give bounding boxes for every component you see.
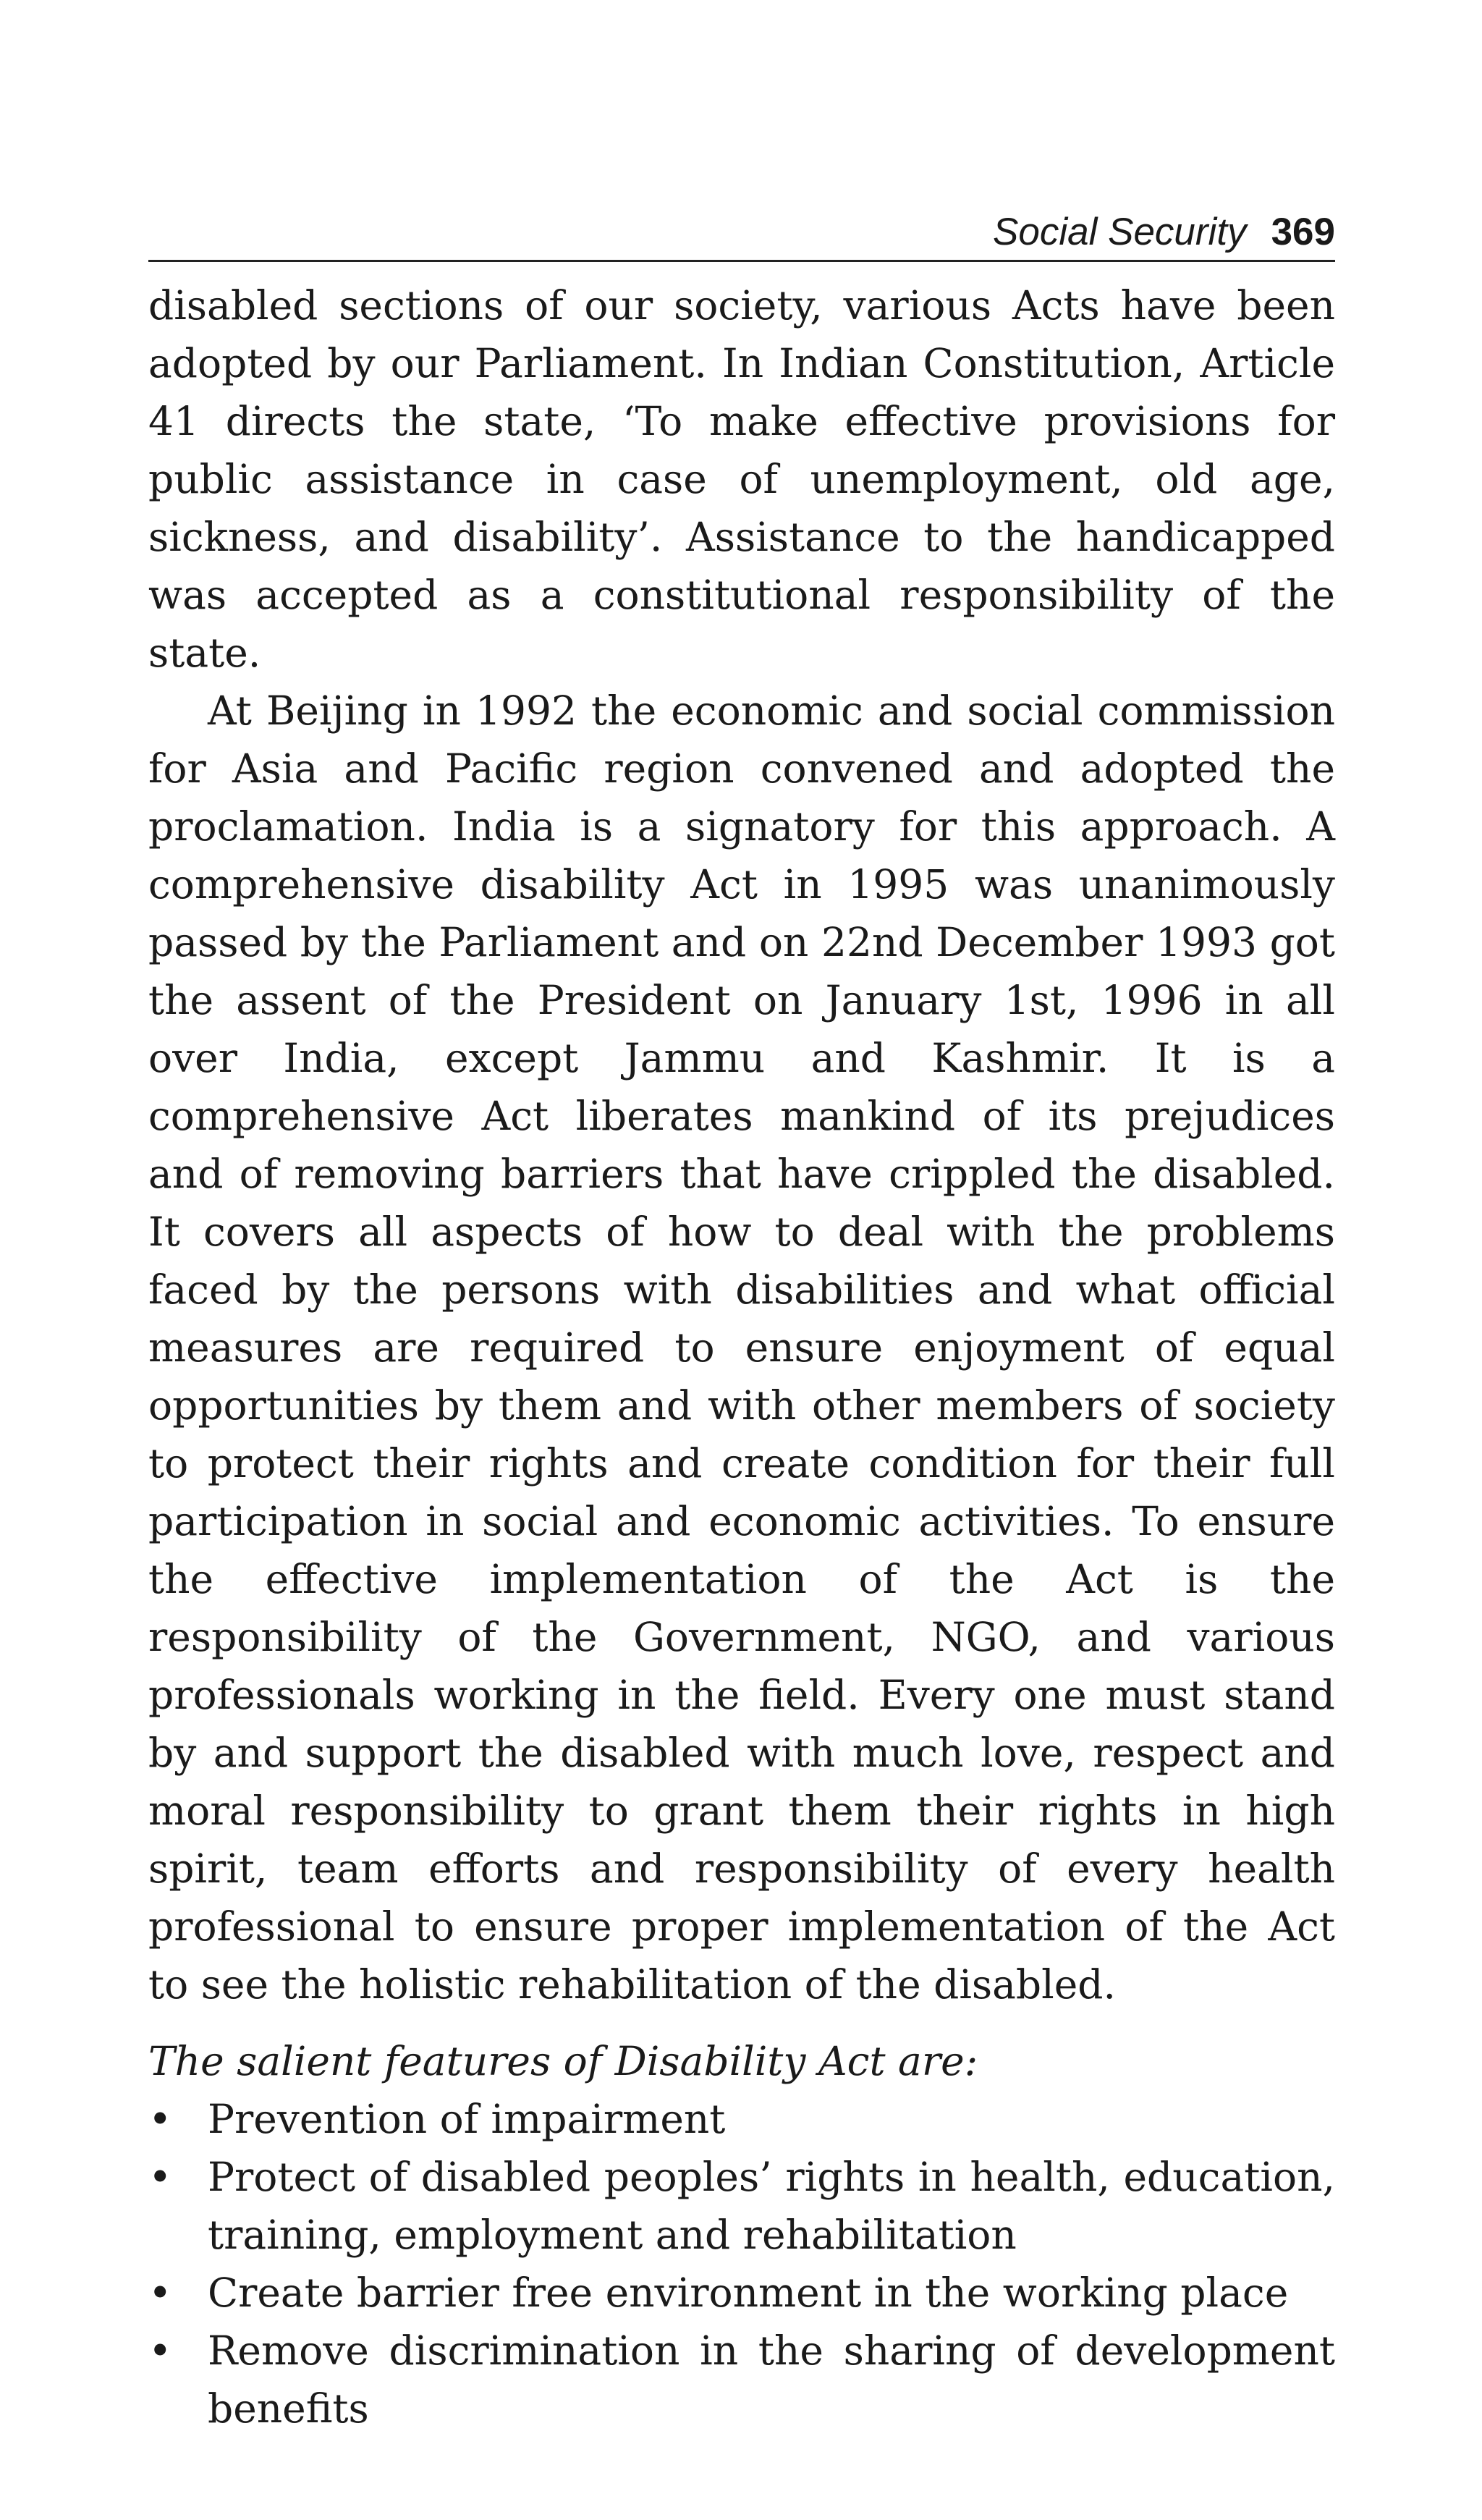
bullet-icon: • xyxy=(148,2154,172,2200)
list-item xyxy=(148,2322,1335,2437)
running-header xyxy=(148,210,1335,262)
features-heading: The salient features of Disability Act are: xyxy=(148,2038,978,2084)
list-item xyxy=(148,2264,1335,2322)
paragraph-beijing: At Beijing in 1992 the economic and social commission for Asia and Pacific region convened and adopted the proclamation. India is a signatory for this approach. A comprehensive disability Act in 1995 was unanimously passed by the Parliament and on 22nd December 1993 got the assent of the President on January 1st, 1996 in all over India, except Jammu and Kashmir. It is a comprehensive Act liberates mankind of its prejudices and of removing barriers that have crippled the disabled. It covers all aspects of how to deal with the problems faced by the persons with disabilities and what official measures are required to ensure enjoyment of equal opportunities by them and with other members of society to protect their rights and create condition for their full participation in social and economic activities. To ensure the effective implementation of the Act is the responsibility of the Government, NGO, and various professionals working in the field. Every one must stand by and support the disabled with much love, respect and moral responsibility to grant them their rights in high spirit, team efforts and responsibility of every health professional to ensure proper implementation of the Act to see the holistic rehabilitation of the disabled. xyxy=(148,688,1335,2008)
list-item-text: Protect of disabled peoples’ rights in health, education, training, employment and rehabilitation xyxy=(208,2154,1335,2258)
list-item xyxy=(148,2148,1335,2264)
body-text xyxy=(148,276,1335,2013)
list-item-text: Prevention of impairment xyxy=(208,2096,726,2142)
book-page xyxy=(148,210,1335,2437)
page-number: 369 xyxy=(1271,211,1335,253)
list-item-text: Remove discrimination in the sharing of development benefits xyxy=(208,2327,1335,2432)
bullet-icon: • xyxy=(148,2096,172,2142)
features-list xyxy=(148,2090,1335,2437)
list-item-text: Create barrier free environment in the working place xyxy=(208,2270,1289,2316)
list-item xyxy=(148,2090,1335,2148)
section-title: Social Security xyxy=(993,211,1247,253)
bullet-icon: • xyxy=(148,2270,172,2316)
bullet-icon: • xyxy=(148,2327,172,2374)
paragraph-continued: disabled sections of our society, various Acts have been adopted by our Parliament. In Indian Constitution, Article 41 directs the state, ‘To make effective provisions for public assistance in case of unemployment, old age, sickness, and disability’. Assistance to the handicapped was accepted as a constitutional responsibility of the state. xyxy=(148,282,1335,676)
